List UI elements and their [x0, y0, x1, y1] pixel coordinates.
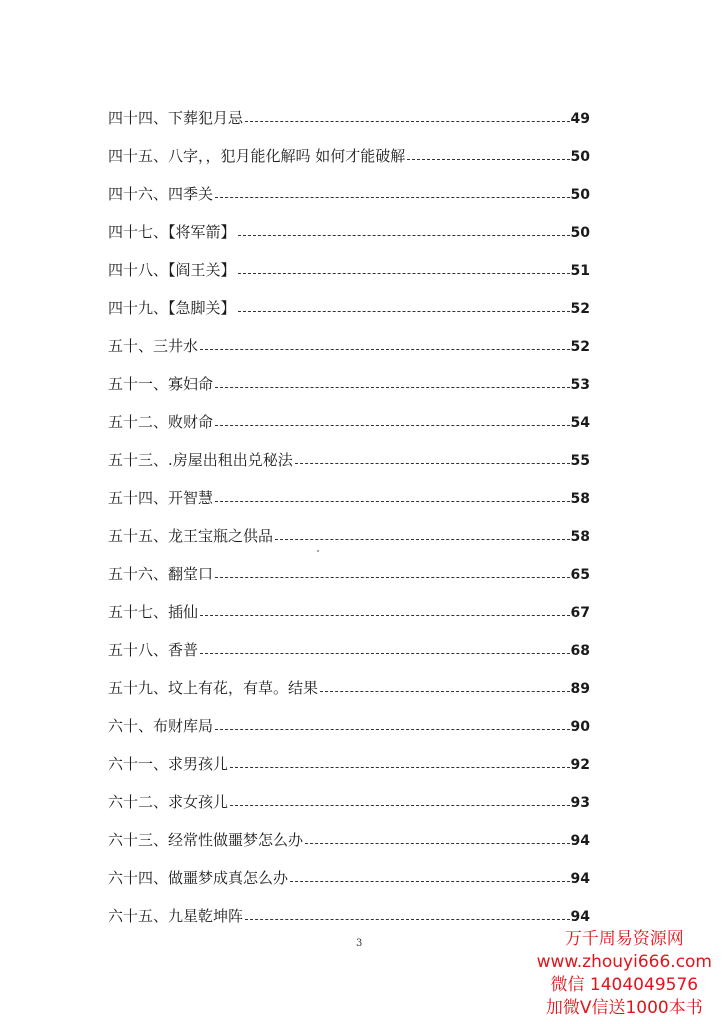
- toc-dot-leader: [215, 729, 570, 730]
- toc-entry: [108, 544, 590, 582]
- toc-dot-leader: [200, 653, 570, 654]
- toc-entry-page: 94: [570, 833, 590, 849]
- toc-entry-page: 54: [570, 415, 590, 431]
- toc-entry-title: 五十九、坟上有花，有草。结果: [108, 679, 319, 697]
- toc-entry-title: 五十四、开智慧: [108, 489, 214, 507]
- toc-dot-leader: [230, 767, 570, 768]
- toc-entry-title: 六十、布财库局: [108, 717, 214, 735]
- watermark-line-wechat: 微信 1404049576: [550, 975, 699, 995]
- toc-entry-title: 五十七、插仙: [108, 603, 199, 621]
- toc-dot-leader: [238, 235, 570, 236]
- toc-dot-leader: [200, 615, 570, 616]
- toc-entry-page: 51: [570, 263, 590, 279]
- toc-entry-page: 50: [570, 149, 590, 165]
- toc-entry-page: 90: [570, 719, 590, 735]
- toc-entry-page: 68: [570, 643, 590, 659]
- toc-entry-page: 52: [570, 301, 590, 317]
- toc-dot-leader: [320, 691, 570, 692]
- toc-dot-leader: [215, 577, 570, 578]
- toc-dot-leader: [238, 311, 570, 312]
- toc-dot-leader: [215, 501, 570, 502]
- toc-entry-page: 67: [570, 605, 590, 621]
- toc-entry: [108, 734, 590, 772]
- toc-entry-page: 58: [570, 491, 590, 507]
- toc-dot-leader: [200, 349, 570, 350]
- watermark-line-url: www.zhouyi666.com: [536, 952, 712, 972]
- toc-dot-leader: [275, 539, 570, 540]
- toc-entry-page: 92: [570, 757, 590, 773]
- toc-entry: [108, 696, 590, 734]
- toc-entry-page: 58: [570, 529, 590, 545]
- toc-entry-title: 五十八、香普: [108, 641, 199, 659]
- watermark: [537, 928, 712, 1020]
- toc-entry-title: 六十五、九星乾坤阵: [108, 907, 244, 925]
- toc-entry-page: 50: [570, 187, 590, 203]
- watermark-line-site-name: 万千周易资源网: [564, 929, 684, 949]
- toc-dot-leader: [305, 843, 570, 844]
- page-number: 3: [356, 938, 363, 949]
- toc-dot-leader: [238, 273, 570, 274]
- toc-entry-title: 六十一、求男孩儿: [108, 755, 229, 773]
- toc-entry: [108, 164, 590, 202]
- toc-entry: [108, 202, 590, 240]
- toc-entry-page: 94: [570, 909, 590, 925]
- toc-entry-page: 94: [570, 871, 590, 887]
- toc-entry-title: 六十四、做噩梦成真怎么办: [108, 869, 289, 887]
- toc-entry-page: 93: [570, 795, 590, 811]
- toc-entry: [108, 620, 590, 658]
- toc-entry-page: 65: [570, 567, 590, 583]
- toc-entry-title: 六十二、求女孩儿: [108, 793, 229, 811]
- toc-entry-page: 89: [570, 681, 590, 697]
- toc-entry: [108, 240, 590, 278]
- toc-entry-title: 五十、三井水: [108, 337, 199, 355]
- toc-entry: [108, 506, 590, 544]
- toc-entry-title: 五十五、龙王宝瓶之供品: [108, 527, 274, 545]
- toc-entry: [108, 430, 590, 468]
- toc-entry-title: 五十二、败财命: [108, 413, 214, 431]
- toc-entry-title: 四十四、下葬犯月忌: [108, 109, 244, 127]
- toc-entry-title: 五十三、.房屋出租出兑秘法: [108, 451, 293, 469]
- scan-speck: [317, 550, 319, 552]
- table-of-contents: [108, 88, 590, 924]
- toc-entry: [108, 316, 590, 354]
- toc-entry: [108, 810, 590, 848]
- toc-entry-title: 四十五、八字，，犯月能化解吗 如何才能破解: [108, 147, 406, 165]
- toc-entry-title: 六十三、经常性做噩梦怎么办: [108, 831, 304, 849]
- toc-entry: [108, 886, 590, 924]
- toc-entry: [108, 392, 590, 430]
- toc-dot-leader: [290, 881, 570, 882]
- toc-dot-leader: [245, 919, 570, 920]
- toc-dot-leader: [215, 425, 570, 426]
- toc-entry: [108, 772, 590, 810]
- toc-entry: [108, 354, 590, 392]
- toc-entry-page: 55: [570, 453, 590, 469]
- toc-dot-leader: [230, 805, 570, 806]
- toc-entry-title: 四十六、四季关: [108, 185, 214, 203]
- watermark-line-offer: 加微V信送1000本书: [545, 998, 703, 1018]
- toc-entry-page: 53: [570, 377, 590, 393]
- toc-entry: [108, 848, 590, 886]
- toc-entry: [108, 582, 590, 620]
- toc-entry: [108, 88, 590, 126]
- toc-entry-title: 四十八、【阎王关】: [108, 261, 236, 279]
- toc-entry: [108, 658, 590, 696]
- toc-entry-title: 五十六、翻堂口: [108, 565, 214, 583]
- toc-entry-page: 49: [570, 111, 590, 127]
- toc-entry-title: 四十七、【将军箭】: [108, 223, 236, 241]
- toc-dot-leader: [407, 159, 569, 160]
- toc-dot-leader: [215, 387, 570, 388]
- toc-dot-leader: [295, 463, 570, 464]
- toc-dot-leader: [245, 121, 570, 122]
- toc-entry: [108, 278, 590, 316]
- toc-dot-leader: [215, 197, 570, 198]
- toc-entry: [108, 126, 590, 164]
- toc-entry-page: 52: [570, 339, 590, 355]
- toc-entry: [108, 468, 590, 506]
- toc-entry-title: 五十一、寡妇命: [108, 375, 214, 393]
- toc-entry-title: 四十九、【急脚关】: [108, 299, 236, 317]
- toc-entry-page: 50: [570, 225, 590, 241]
